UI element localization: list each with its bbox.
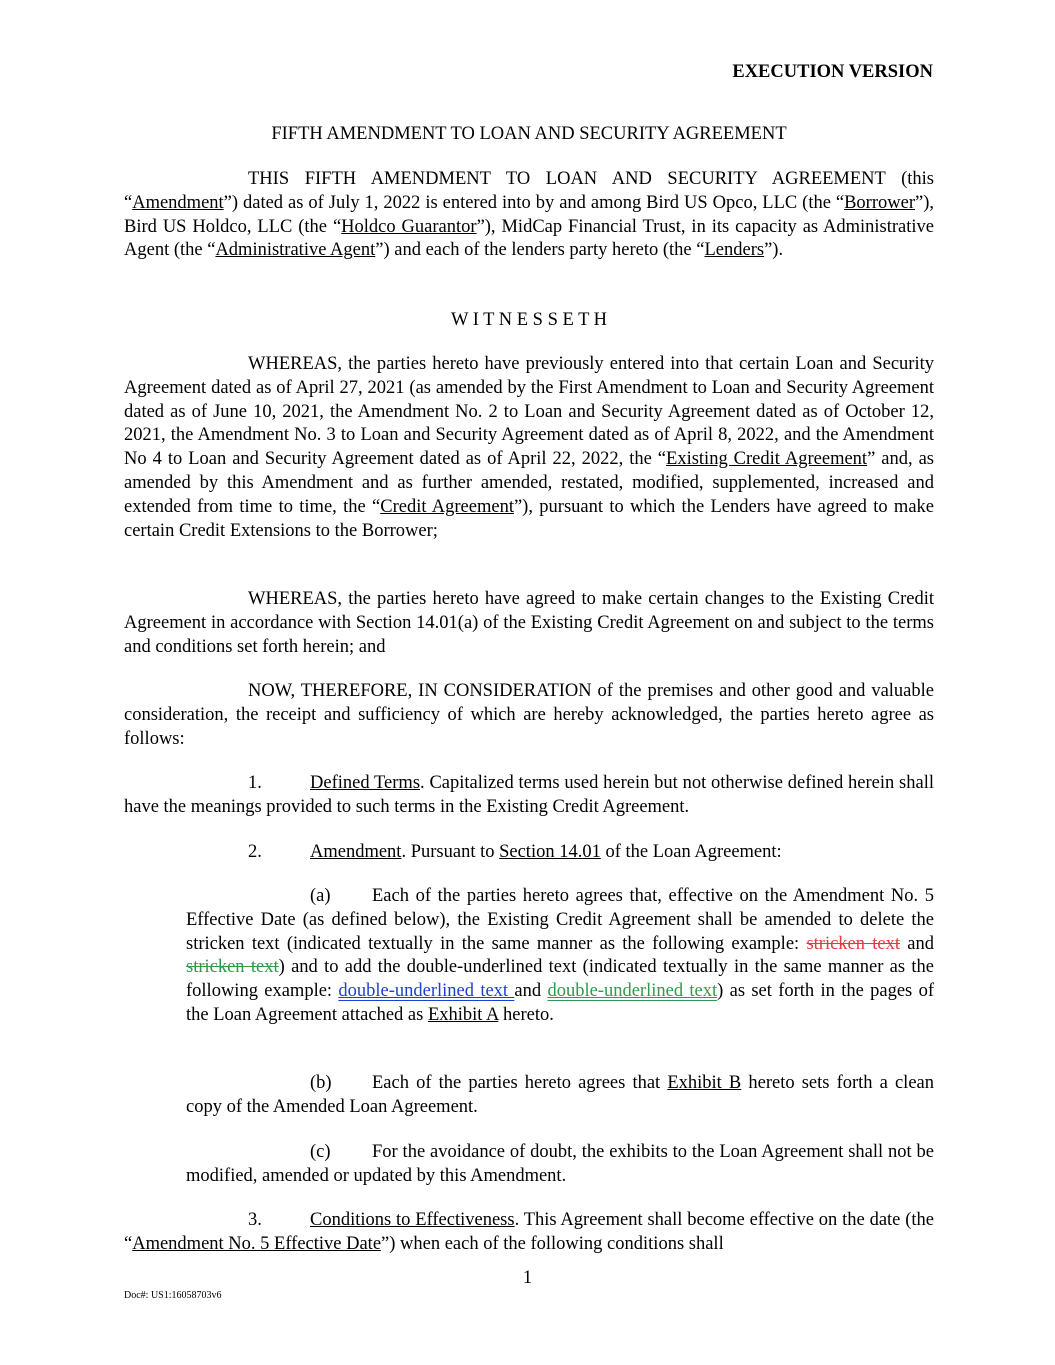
section-number: 2. (248, 842, 262, 862)
clause-label: (b) (310, 1073, 332, 1093)
witnesseth-heading: W I T N E S S E T H (450, 310, 608, 330)
defined-term-credit-agreement: Credit Agreement (380, 496, 514, 517)
clause-b: (b) Each of the parties hereto agrees that Exhibit B hereto sets forth a clean copy of the Amended Loan Agreement. (186, 1073, 934, 1117)
section-heading: Amendment (310, 842, 402, 862)
stricken-text-example-red: stricken text (806, 933, 901, 954)
section-number: 3. (248, 1210, 262, 1230)
defined-term-effective-date: Amendment No. 5 Effective Date (132, 1233, 382, 1254)
whereas-paragraph-2: WHEREAS, the parties hereto have agreed to make certain changes to the Existing Credit Agreement in accordance with Section 14.01(a) of the Existing Credit Agreement on and subject to the terms and conditions set forth herein; and (124, 589, 934, 657)
section-heading: Conditions to Effectiveness (310, 1210, 515, 1230)
execution-version-label: EXECUTION VERSION (732, 62, 933, 82)
section-heading: Defined Terms (310, 773, 421, 793)
clause-label: (c) (310, 1142, 331, 1162)
whereas-paragraph-1: WHEREAS, the parties hereto have previously entered into that certain Loan and Security Agreement dated as of April 27, 2021 (as amended by the First Amendment to Loan and Security Agreement dated as of June 10, 2021, the Amendment No. 2 to Loan and Security Agreement dated as of October 12, 2021, the Amendment No. 3 to Loan and Security Agreement dated as of April 8, 2022, and the Amendment No 4 to Loan and Security Agreement dated as of April 22, 2022, the “Existing Credit Agreement” and, as amended by this Amendment and as further amended, restated, modified, supplemented, increased and extended from time to time, the “Credit Agreement”), pursuant to which the Lenders have agreed to make certain Credit Extensions to the Borrower; (124, 354, 935, 541)
document-id: Doc#: US1:16058703v6 (124, 1290, 222, 1301)
defined-term-holdco-guarantor: Holdco Guarantor (341, 216, 477, 237)
defined-term-existing-credit-agreement: Existing Credit Agreement (666, 449, 868, 470)
clause-a: (a) Each of the parties hereto agrees that, effective on the Amendment No. 5 Effective Date (as defined below), the Existing Credit Agreement shall be amended to delete the stricken text (indicated textually in the same manner as the following example: stricken text and stricken text) and to add the double-underlined text (indicated textually in the same manner as the following example: double-underlined text and double-underlined text) as set forth in the pages of the Loan Agreement attached as Exhibit A hereto. (186, 886, 934, 1025)
double-underlined-example-blue: double-underlined text (338, 981, 515, 1002)
clause-label: (a) (310, 886, 331, 906)
clause-c: (c) For the avoidance of doubt, the exhibits to the Loan Agreement shall not be modified, amended or updated by this Amendment. (186, 1142, 934, 1186)
section-3-conditions: 3. Conditions to Effectiveness. This Agreement shall become effective on the date (the “Amendment No. 5 Effective Date”) when each of the following conditions shall (124, 1210, 934, 1254)
defined-term-borrower: Borrower (844, 192, 915, 213)
defined-term-amendment: Amendment (132, 192, 224, 213)
section-reference: Section 14.01 (499, 842, 601, 862)
stricken-text-example-green: stricken text (186, 957, 279, 978)
defined-term-lenders: Lenders (704, 240, 765, 261)
section-2-amendment: 2. Amendment. Pursuant to Section 14.01 of the Loan Agreement: (124, 841, 934, 865)
exhibit-b-reference: Exhibit B (667, 1073, 742, 1093)
defined-term-administrative-agent: Administrative Agent (215, 240, 376, 261)
section-1-defined-terms: 1. Defined Terms. Capitalized terms used herein but not otherwise defined herein shall have the meanings provided to such terms in the Existing Credit Agreement. (124, 773, 934, 817)
intro-paragraph: THIS FIFTH AMENDMENT TO LOAN AND SECURITY AGREEMENT (this “Amendment”) dated as of July 1, 2022 is entered into by and among Bird US Opco, LLC (the “Borrower”), Bird US Holdco, LLC (the “Holdco Guarantor”), MidCap Financial Trust, in its capacity as Administrative Agent (the “Administrative Agent”) and each of the lenders party hereto (the “Lenders”). (124, 169, 934, 261)
page-number: 1 (522, 1268, 533, 1288)
document-title: FIFTH AMENDMENT TO LOAN AND SECURITY AGREEMENT (271, 124, 787, 144)
section-number: 1. (248, 773, 262, 793)
now-therefore-paragraph: NOW, THEREFORE, IN CONSIDERATION of the premises and other good and valuable consideration, the receipt and sufficiency of which are hereby acknowledged, the parties hereto agree as follows: (124, 681, 934, 749)
double-underlined-example-green: double-underlined text (547, 981, 718, 1002)
exhibit-a-reference: Exhibit A (427, 1004, 499, 1025)
